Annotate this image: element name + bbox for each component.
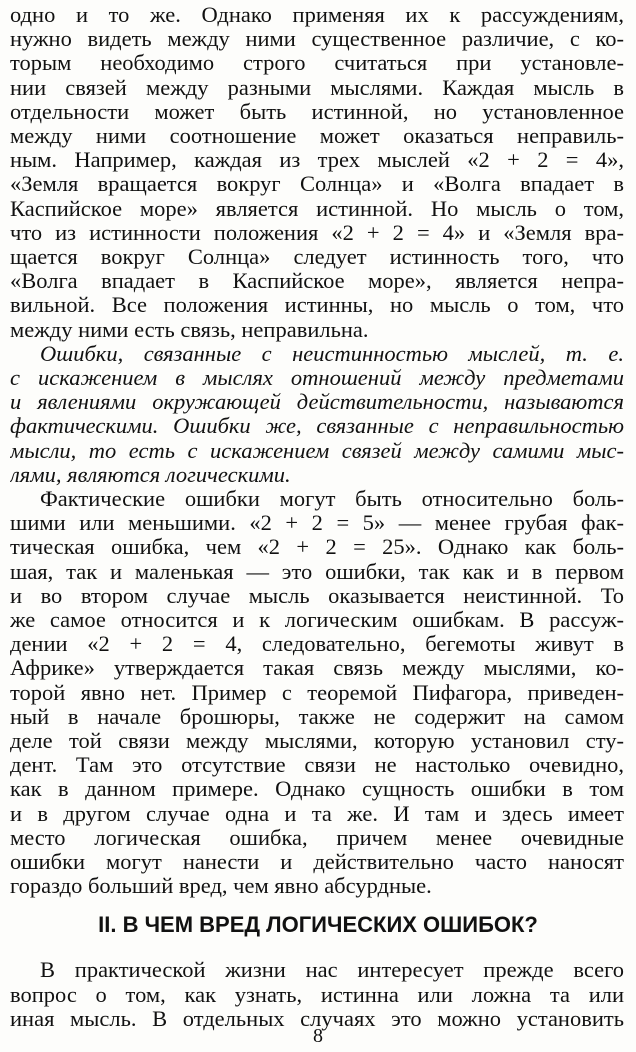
text-line: с искажением в мыслях отношений между предметами <box>10 365 624 390</box>
page-number: 8 <box>313 1025 323 1047</box>
text-line: иная мысль. В отдельных случаях это можно установить <box>10 1005 624 1031</box>
text-line: лями, являются логическими. <box>10 461 291 487</box>
text-line: В практической жизни нас интересует прежде всего <box>40 957 624 983</box>
text-line: «Волга впадает в Каспийское море», является непра- <box>10 268 624 294</box>
text-line: деле той связи между мыслями, которую установил сту- <box>10 728 624 753</box>
text-line: дении «2 + 2 = 4, следовательно, бегемоты живут в <box>10 631 624 657</box>
text-line: как в данном примере. Однако сущность ошибки в том <box>10 776 624 802</box>
text-line: между ними соотношение может оказаться неправиль- <box>10 123 624 148</box>
text-line: что из истинности положения «2 + 2 = 4» и «Земля вра- <box>10 219 624 245</box>
text-line: торой явно нет. Пример с теоремой Пифагора, приведен- <box>10 679 624 705</box>
text-line: Каспийское море» является истинной. Но мысль о том, <box>10 195 624 221</box>
text-line: фактическими. Ошибки же, связанные с неправильностью <box>10 413 624 439</box>
text-line: вильной. Все положения истинны, но мысль о том, что <box>10 292 624 318</box>
text-line: мысли, то есть с искажением связей между самими мыс- <box>10 437 624 463</box>
section-heading: II. В ЧЕМ ВРЕД ЛОГИЧЕСКИХ ОШИБОК? <box>98 912 538 938</box>
text-line: торым необходимо строго считаться при установле- <box>10 50 624 76</box>
text-line: «Земля вращается вокруг Солнца» и «Волга впадает в <box>10 171 624 197</box>
text-line: нии связей между разными мыслями. Каждая мысль в <box>10 74 624 100</box>
text-line: нужно видеть между ними существенное различие, с ко- <box>10 26 624 52</box>
text-line: ным. Например, каждая из трех мыслей «2 + 2 = 4», <box>10 147 624 173</box>
text-line: Ошибки, связанные с неистинностью мыслей, т. е. <box>40 340 624 366</box>
text-line: тическая ошибка, чем «2 + 2 = 25». Однако как боль- <box>10 534 624 560</box>
text-line: щается вокруг Солнца» следует истинность того, что <box>10 244 624 269</box>
text-line: же самое относится и к логическим ошибкам. В рассуж- <box>10 607 624 632</box>
text-line: дент. Там это отсутствие связи не настолько очевидно, <box>10 752 624 778</box>
text-line: шая, так и маленькая — это ошибки, так как и в первом <box>10 558 624 584</box>
text-line: Фактические ошибки могут быть относительно боль- <box>40 486 624 511</box>
text-line: и во втором случае мысль оказывается неистинной. То <box>10 582 624 608</box>
text-line: отдельности может быть истинной, но установленное <box>10 98 624 124</box>
text-line: одно и то же. Однако применяя их к рассуждениям, <box>10 2 624 27</box>
text-line: между ними есть связь, неправильна. <box>10 316 369 342</box>
text-line: и в другом случае одна и та же. И там и здесь имеет <box>10 800 624 826</box>
text-line: место логическая ошибка, причем менее очевидные <box>10 824 624 850</box>
text-line: ошибки могут нанести и действительно часто наносят <box>10 849 624 874</box>
text-line: гораздо больший вред, чем явно абсурдные. <box>10 873 432 899</box>
text-line: вопрос о том, как узнать, истинна или ложна та или <box>10 981 624 1007</box>
text-line: ный в начале брошюры, также не содержит на самом <box>10 703 624 729</box>
text-line: и явлениями окружающей действительности, называются <box>10 389 624 415</box>
text-line: Африке» утверждается такая связь между мыслями, ко- <box>10 655 624 681</box>
text-line: шими или меньшими. «2 + 2 = 5» — менее грубая фак- <box>10 510 624 536</box>
